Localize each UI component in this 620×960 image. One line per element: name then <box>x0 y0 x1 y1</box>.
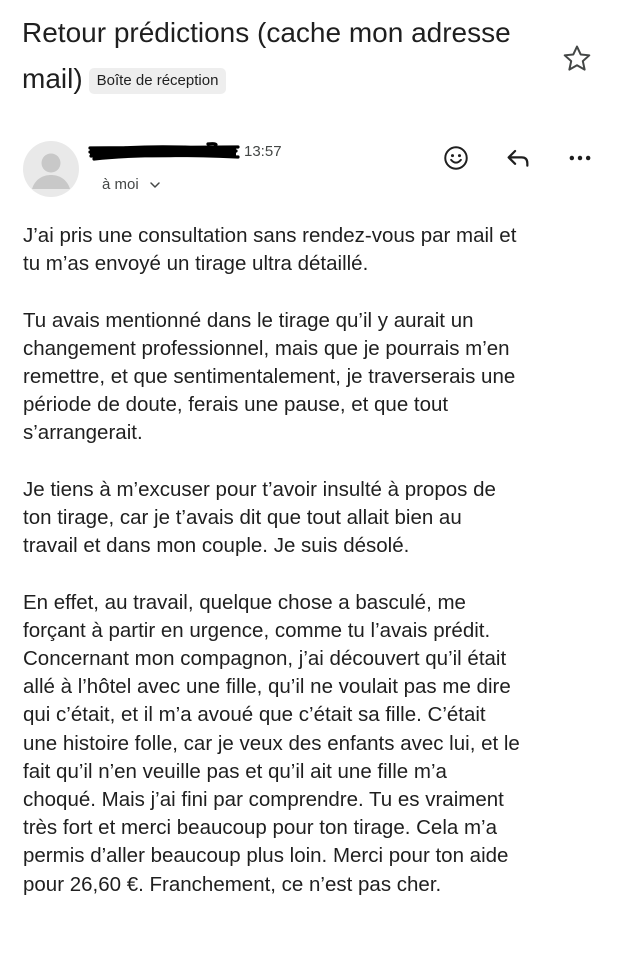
body-paragraph: Tu avais mentionné dans le tirage qu’il y aurait un changement professionnel, mais que je pourrais m’en remettre, et que sentimentalement, je traverserais une période de doute, ferais une pause, et que tout s’arrangerait. <box>23 308 516 445</box>
received-time: 13:57 <box>244 143 282 160</box>
reply-button[interactable] <box>501 141 535 175</box>
email-subject <box>22 10 542 102</box>
body-paragraph: J’ai pris une consultation sans rendez-vous par mail et tu m’as envoyé un tirage ultra détaillé. <box>23 224 517 276</box>
star-icon[interactable] <box>560 42 594 76</box>
inbox-label-chip[interactable]: Boîte de réception <box>89 68 227 94</box>
sender-avatar[interactable] <box>23 141 79 197</box>
more-horizontal-icon <box>566 144 594 172</box>
body-paragraph: En effet, au travail, quelque chose a basculé, me forçant à partir en urgence, comme tu l’avais prédit. Concernant mon compagnon, j’ai découvert qu’il était allé à l’hôtel avec une fille, qu’il ne voulait pas me dire qui c’était, et il m’a avoué que c’était sa fille. C’était une histoire folle, car je veux des enfants avec lui, et le fait qu’il n’en veuille pas et qu’il ait une fille m’a choqué. Mais j’ai fini par comprendre. Tu es vraiment très fort et merci beaucoup pour ton tirage. Cela m’a permis d’aller beaucoup plus loin. Merci pour ton aide pour 26,60 €. Franchement, ce n’est pas cher. <box>23 590 520 896</box>
chevron-down-icon <box>149 179 161 191</box>
subject-text: Retour prédictions (cache mon adresse mail) <box>22 17 511 94</box>
emoji-icon <box>442 144 470 172</box>
avatar-icon <box>23 141 79 197</box>
sender-name[interactable] <box>88 142 248 164</box>
sender-redaction-scribble <box>88 142 240 162</box>
more-options-button[interactable] <box>563 141 597 175</box>
recipient-label: à moi <box>102 176 139 193</box>
body-paragraph: Je tiens à m’excuser pour t’avoir insulté à propos de ton tirage, car je t’avais dit que tout allait bien au travail et dans mon couple. Je suis désolé. <box>23 477 496 558</box>
emoji-reaction-button[interactable] <box>439 141 473 175</box>
reply-icon <box>504 144 532 172</box>
email-body <box>23 222 603 927</box>
recipient-details-toggle[interactable] <box>102 176 161 193</box>
